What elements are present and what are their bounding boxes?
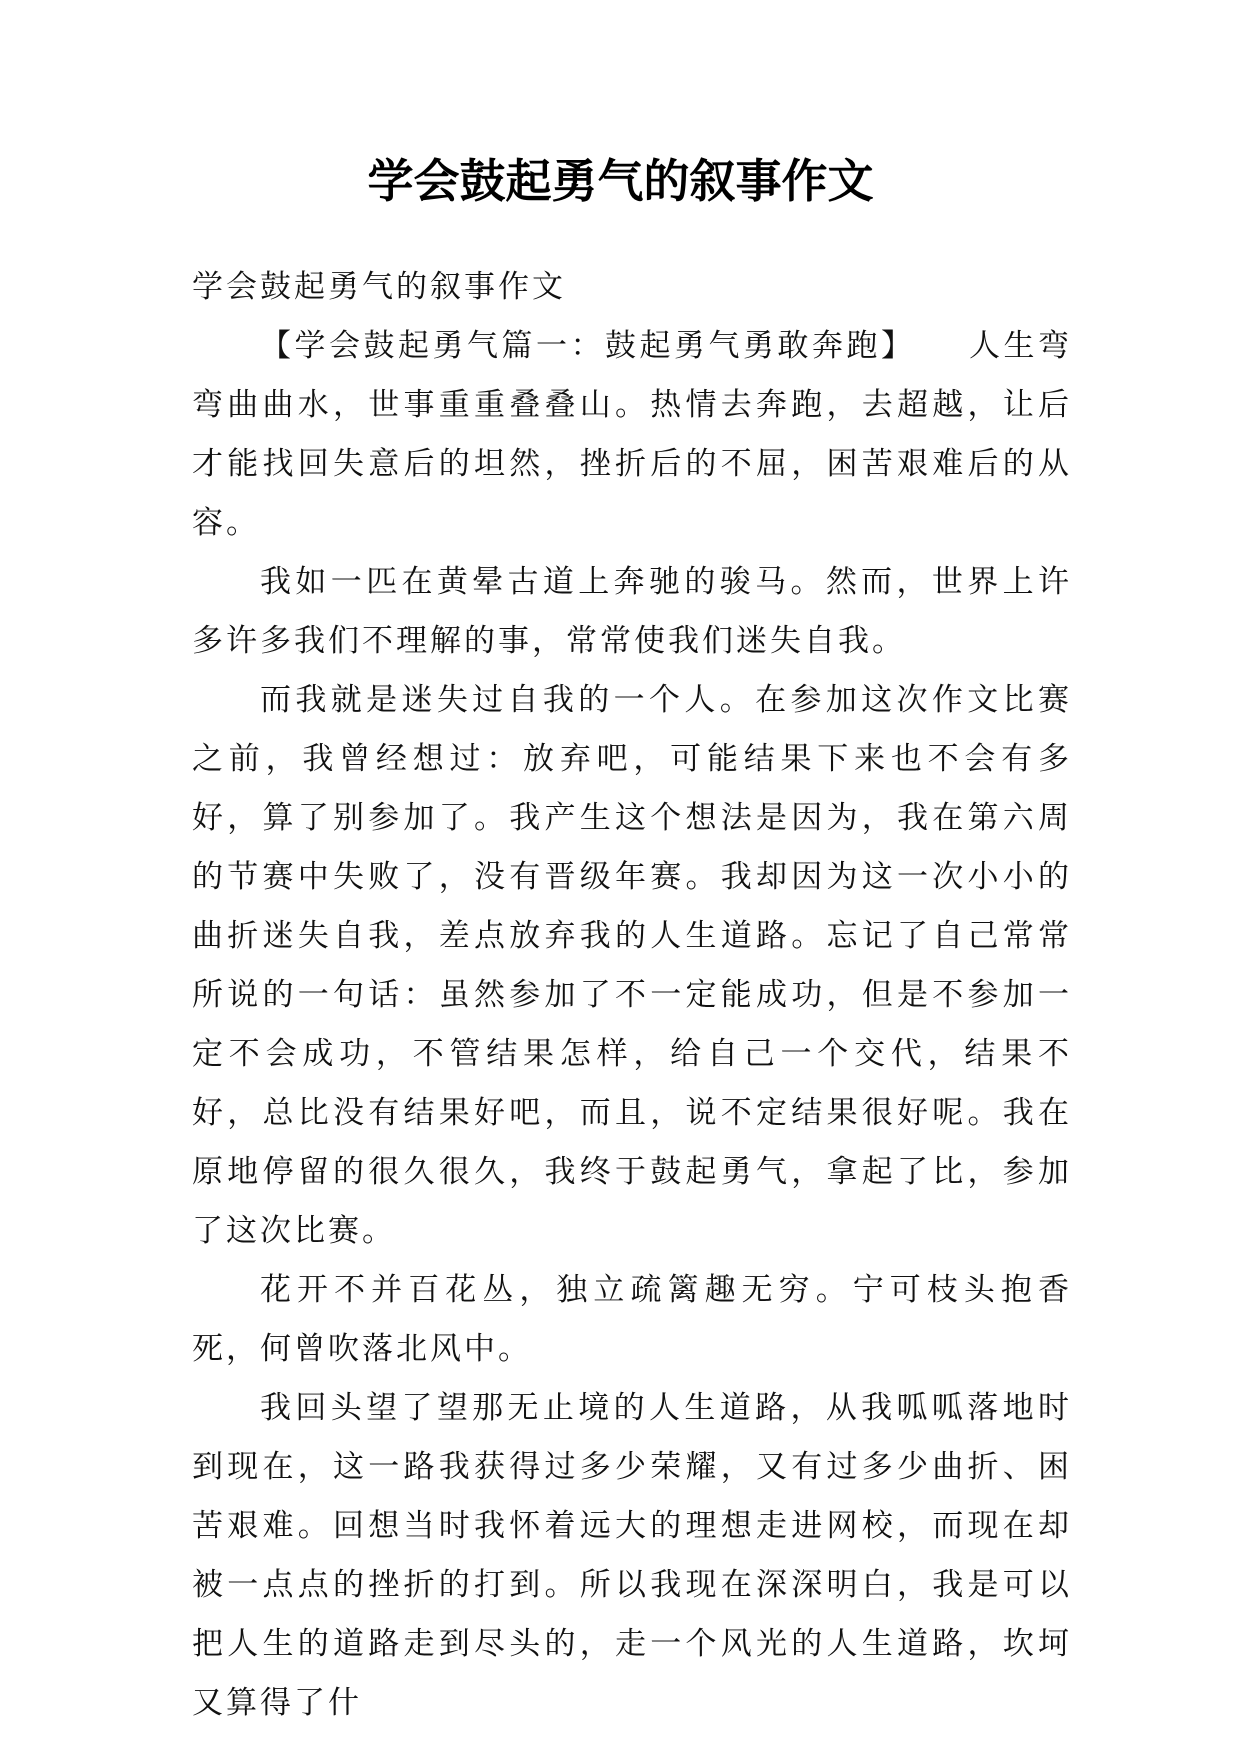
document-body [192, 258, 1072, 1733]
paragraph-2: 我如一匹在黄晕古道上奔驰的骏马。然而，世界上许多许多我们不理解的事，常常使我们迷失自我。 [192, 564, 1072, 659]
document-title: 学会鼓起勇气的叙事作文 [367, 154, 874, 208]
paragraph-3: 而我就是迷失过自我的一个人。在参加这次作文比赛之前，我曾经想过：放弃吧，可能结果下来也不会有多好，算了别参加了。我产生这个想法是因为，我在第六周的节赛中失败了，没有晋级年赛。我却因为这一次小小的曲折迷失自我，差点放弃我的人生道路。忘记了自己常常所说的一句话：虽然参加了不一定能成功，但是不参加一定不会成功，不管结果怎样，给自己一个交代，结果不好，总比没有结果好吧，而且，说不定结果很好呢。我在原地停留的很久很久，我终于鼓起勇气，拿起了比，参加了这次比赛。 [192, 682, 1072, 1249]
paragraph-5: 我回头望了望那无止境的人生道路，从我呱呱落地时到现在，这一路我获得过多少荣耀，又有过多少曲折、困苦艰难。回想当时我怀着远大的理想走进网校，而现在却被一点点的挫折的打到。所以我现在深深明白，我是可以把人生的道路走到尽头的，走一个风光的人生道路，坎坷又算得了什 [192, 1390, 1072, 1721]
body-heading: 学会鼓起勇气的叙事作文 [192, 269, 566, 305]
paragraph-1: 【学会鼓起勇气篇一：鼓起勇气勇敢奔跑】 人生弯弯曲曲水，世事重重叠叠山。热情去奔跑，去超越，让后才能找回失意后的坦然，挫折后的不屈，困苦艰难后的从容。 [192, 328, 1072, 541]
paragraph-4: 花开不并百花丛，独立疏篱趣无穷。宁可枝头抱香死，何曾吹落北风中。 [192, 1272, 1072, 1367]
